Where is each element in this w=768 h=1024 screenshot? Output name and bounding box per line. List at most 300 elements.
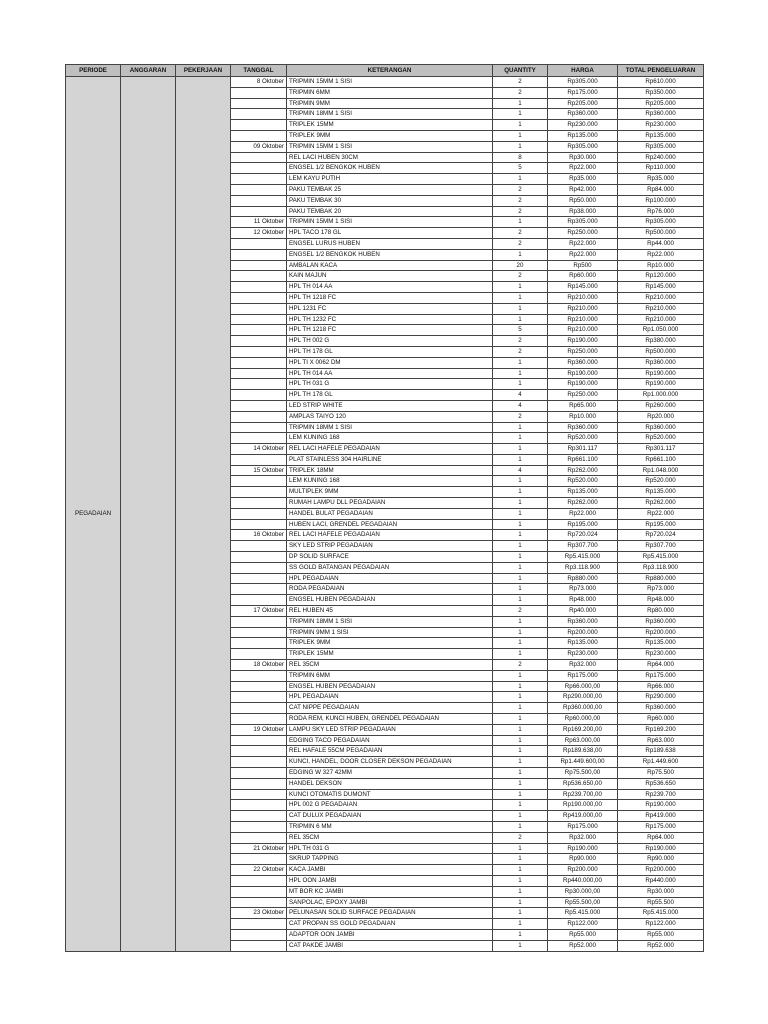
harga-cell: Rp360.000 bbox=[548, 357, 618, 368]
header-keterangan: KETERANGAN bbox=[287, 65, 493, 77]
periode-cell: PEGADAIAN bbox=[66, 77, 121, 952]
harga-cell: Rp55.500,00 bbox=[548, 897, 618, 908]
total-cell: Rp500.000 bbox=[618, 346, 704, 357]
tanggal-cell: 8 Oktober bbox=[231, 77, 287, 88]
tanggal-cell bbox=[231, 498, 287, 509]
pekerjaan-cell bbox=[176, 77, 231, 952]
keterangan-cell: RODA PEGADAIAN bbox=[287, 584, 493, 595]
tanggal-cell bbox=[231, 919, 287, 930]
tanggal-cell: 12 Oktober bbox=[231, 228, 287, 239]
tanggal-cell bbox=[231, 357, 287, 368]
total-cell: Rp110.000 bbox=[618, 163, 704, 174]
header-periode: PERIODE bbox=[66, 65, 121, 77]
keterangan-cell: HPL TH 1232 FC bbox=[287, 314, 493, 325]
tanggal-cell bbox=[231, 897, 287, 908]
total-cell: Rp30.000 bbox=[618, 886, 704, 897]
quantity-cell: 1 bbox=[493, 789, 548, 800]
quantity-cell: 1 bbox=[493, 120, 548, 131]
tanggal-cell bbox=[231, 206, 287, 217]
total-cell: Rp90.000 bbox=[618, 854, 704, 865]
tanggal-cell bbox=[231, 454, 287, 465]
tanggal-cell bbox=[231, 789, 287, 800]
tanggal-cell bbox=[231, 768, 287, 779]
quantity-cell: 1 bbox=[493, 541, 548, 552]
keterangan-cell: LEM KUNING 168 bbox=[287, 433, 493, 444]
harga-cell: Rp50.000 bbox=[548, 195, 618, 206]
keterangan-cell: HPL TH 031 G bbox=[287, 843, 493, 854]
keterangan-cell: HUBEN LACI, GRENDEL PEGADAIAN bbox=[287, 519, 493, 530]
total-cell: Rp195.000 bbox=[618, 519, 704, 530]
total-cell: Rp360.000 bbox=[618, 616, 704, 627]
tanggal-cell bbox=[231, 87, 287, 98]
keterangan-cell: HPL TH 178 GL bbox=[287, 390, 493, 401]
harga-cell: Rp520.000 bbox=[548, 433, 618, 444]
harga-cell: Rp135.000 bbox=[548, 130, 618, 141]
quantity-cell: 1 bbox=[493, 368, 548, 379]
total-cell: Rp64.000 bbox=[618, 660, 704, 671]
total-cell: Rp360.000 bbox=[618, 357, 704, 368]
quantity-cell: 8 bbox=[493, 152, 548, 163]
keterangan-cell: HPL TACO 178 GL bbox=[287, 228, 493, 239]
total-cell: Rp145.000 bbox=[618, 282, 704, 293]
total-cell: Rp190.000 bbox=[618, 379, 704, 390]
keterangan-cell: REL HAFALE 55CM PEGADAIAN bbox=[287, 746, 493, 757]
harga-cell: Rp360.000 bbox=[548, 616, 618, 627]
total-cell: Rp210.000 bbox=[618, 292, 704, 303]
total-cell: Rp720.024 bbox=[618, 530, 704, 541]
quantity-cell: 1 bbox=[493, 811, 548, 822]
total-cell: Rp1.000.000 bbox=[618, 390, 704, 401]
harga-cell: Rp22.000 bbox=[548, 163, 618, 174]
quantity-cell: 1 bbox=[493, 562, 548, 573]
harga-cell: Rp205.000 bbox=[548, 98, 618, 109]
keterangan-cell: TRIPLEK 9MM bbox=[287, 638, 493, 649]
harga-cell: Rp360.000,00 bbox=[548, 703, 618, 714]
header-anggaran: ANGGARAN bbox=[121, 65, 176, 77]
keterangan-cell: CAT NIPPE PEGADAIAN bbox=[287, 703, 493, 714]
total-cell: Rp60.000 bbox=[618, 714, 704, 725]
keterangan-cell: TRIPLEK 9MM bbox=[287, 130, 493, 141]
harga-cell: Rp10.000 bbox=[548, 411, 618, 422]
tanggal-cell bbox=[231, 422, 287, 433]
harga-cell: Rp175.000 bbox=[548, 670, 618, 681]
harga-cell: Rp135.000 bbox=[548, 487, 618, 498]
harga-cell: Rp30.000,00 bbox=[548, 886, 618, 897]
total-cell: Rp100.000 bbox=[618, 195, 704, 206]
keterangan-cell: EDGING W 327 42MM bbox=[287, 768, 493, 779]
total-cell: Rp190.000 bbox=[618, 368, 704, 379]
keterangan-cell: HPL TH 002 G bbox=[287, 336, 493, 347]
quantity-cell: 1 bbox=[493, 854, 548, 865]
keterangan-cell: TRIPMIN 9MM bbox=[287, 98, 493, 109]
quantity-cell: 2 bbox=[493, 346, 548, 357]
tanggal-cell bbox=[231, 940, 287, 951]
keterangan-cell: HPL TH 178 GL bbox=[287, 346, 493, 357]
harga-cell: Rp35.000 bbox=[548, 174, 618, 185]
total-cell: Rp5.415.000 bbox=[618, 552, 704, 563]
quantity-cell: 2 bbox=[493, 195, 548, 206]
table-body bbox=[66, 77, 704, 952]
total-cell: Rp35.000 bbox=[618, 174, 704, 185]
keterangan-cell: AMPLAS TAIYO 120 bbox=[287, 411, 493, 422]
quantity-cell: 2 bbox=[493, 238, 548, 249]
tanggal-cell bbox=[231, 875, 287, 886]
quantity-cell: 4 bbox=[493, 400, 548, 411]
total-cell: Rp48.000 bbox=[618, 595, 704, 606]
quantity-cell: 2 bbox=[493, 271, 548, 282]
keterangan-cell: ENGSEL 1/2 BENGKOK HUBEN bbox=[287, 163, 493, 174]
tanggal-cell: 15 Oktober bbox=[231, 465, 287, 476]
total-cell: Rp210.000 bbox=[618, 303, 704, 314]
harga-cell: Rp52.000 bbox=[548, 940, 618, 951]
keterangan-cell: HANDEL DEKSON bbox=[287, 778, 493, 789]
harga-cell: Rp145.000 bbox=[548, 282, 618, 293]
harga-cell: Rp307.700 bbox=[548, 541, 618, 552]
anggaran-cell bbox=[121, 77, 176, 952]
header-tanggal: TANGGAL bbox=[231, 65, 287, 77]
harga-cell: Rp720.024 bbox=[548, 530, 618, 541]
total-cell: Rp305.000 bbox=[618, 217, 704, 228]
keterangan-cell: KUNCI OTOMATIS DUMONT bbox=[287, 789, 493, 800]
tanggal-cell bbox=[231, 282, 287, 293]
keterangan-cell: PAKU TEMBAK 30 bbox=[287, 195, 493, 206]
harga-cell: Rp880.000 bbox=[548, 573, 618, 584]
tanggal-cell bbox=[231, 735, 287, 746]
quantity-cell: 1 bbox=[493, 552, 548, 563]
quantity-cell: 1 bbox=[493, 821, 548, 832]
total-cell: Rp230.000 bbox=[618, 120, 704, 131]
harga-cell: Rp189.638,00 bbox=[548, 746, 618, 757]
quantity-cell: 1 bbox=[493, 897, 548, 908]
total-cell: Rp122.000 bbox=[618, 919, 704, 930]
harga-cell: Rp230.000 bbox=[548, 120, 618, 131]
total-cell: Rp1.048.000 bbox=[618, 465, 704, 476]
tanggal-cell bbox=[231, 638, 287, 649]
keterangan-cell: SANPOLAC, EPOXY JAMBI bbox=[287, 897, 493, 908]
total-cell: Rp305.000 bbox=[618, 141, 704, 152]
quantity-cell: 2 bbox=[493, 87, 548, 98]
quantity-cell: 1 bbox=[493, 454, 548, 465]
keterangan-cell: RODA REM, KUNCI HUBEN, GRENDEL PEGADAIAN bbox=[287, 714, 493, 725]
header-pekerjaan: PEKERJAAN bbox=[176, 65, 231, 77]
total-cell: Rp3.118.900 bbox=[618, 562, 704, 573]
quantity-cell: 1 bbox=[493, 249, 548, 260]
quantity-cell: 1 bbox=[493, 174, 548, 185]
keterangan-cell: RUMAH LAMPU DLL PEGADAIAN bbox=[287, 498, 493, 509]
keterangan-cell: ENGSEL LURUS HUBEN bbox=[287, 238, 493, 249]
total-cell: Rp75.500 bbox=[618, 768, 704, 779]
harga-cell: Rp5.415.000 bbox=[548, 908, 618, 919]
total-cell: Rp64.000 bbox=[618, 832, 704, 843]
quantity-cell: 1 bbox=[493, 746, 548, 757]
quantity-cell: 1 bbox=[493, 692, 548, 703]
tanggal-cell: 19 Oktober bbox=[231, 724, 287, 735]
harga-cell: Rp536.650,00 bbox=[548, 778, 618, 789]
harga-cell: Rp63.000,00 bbox=[548, 735, 618, 746]
total-cell: Rp55.500 bbox=[618, 897, 704, 908]
total-cell: Rp307.700 bbox=[618, 541, 704, 552]
quantity-cell: 2 bbox=[493, 184, 548, 195]
tanggal-cell bbox=[231, 303, 287, 314]
tanggal-cell bbox=[231, 174, 287, 185]
total-cell: Rp120.000 bbox=[618, 271, 704, 282]
quantity-cell: 1 bbox=[493, 444, 548, 455]
keterangan-cell: CAT PROPAN SS GOLD PEGADAIAN bbox=[287, 919, 493, 930]
quantity-cell: 1 bbox=[493, 778, 548, 789]
tanggal-cell bbox=[231, 757, 287, 768]
keterangan-cell: ENGSEL 1/2 BENGKOK HUBEN bbox=[287, 249, 493, 260]
harga-cell: Rp230.000 bbox=[548, 649, 618, 660]
quantity-cell: 1 bbox=[493, 919, 548, 930]
keterangan-cell: HPL TH 1218 FC bbox=[287, 292, 493, 303]
keterangan-cell: DP SOLID SURFACE bbox=[287, 552, 493, 563]
keterangan-cell: HPL OON JAMBI bbox=[287, 875, 493, 886]
keterangan-cell: EDGING TACO PEGADAIAN bbox=[287, 735, 493, 746]
quantity-cell: 1 bbox=[493, 768, 548, 779]
harga-cell: Rp122.000 bbox=[548, 919, 618, 930]
keterangan-cell: PAKU TEMBAK 20 bbox=[287, 206, 493, 217]
tanggal-cell bbox=[231, 821, 287, 832]
quantity-cell: 20 bbox=[493, 260, 548, 271]
tanggal-cell bbox=[231, 541, 287, 552]
tanggal-cell bbox=[231, 152, 287, 163]
harga-cell: Rp250.000 bbox=[548, 346, 618, 357]
harga-cell: Rp40.000 bbox=[548, 606, 618, 617]
harga-cell: Rp195.000 bbox=[548, 519, 618, 530]
harga-cell: Rp22.000 bbox=[548, 508, 618, 519]
harga-cell: Rp3.118.900 bbox=[548, 562, 618, 573]
keterangan-cell: LAMPU SKY LED STRIP PEGADAIAN bbox=[287, 724, 493, 735]
keterangan-cell: PELUNASAN SOLID SURFACE PEGADAIAN bbox=[287, 908, 493, 919]
tanggal-cell: 23 Oktober bbox=[231, 908, 287, 919]
tanggal-cell bbox=[231, 714, 287, 725]
tanggal-cell bbox=[231, 519, 287, 530]
harga-cell: Rp32.000 bbox=[548, 832, 618, 843]
harga-cell: Rp200.000 bbox=[548, 865, 618, 876]
header-row bbox=[66, 65, 704, 77]
total-cell: Rp360.000 bbox=[618, 703, 704, 714]
keterangan-cell: TRIPMIN 18MM 1 SISI bbox=[287, 616, 493, 627]
quantity-cell: 1 bbox=[493, 843, 548, 854]
tanggal-cell bbox=[231, 476, 287, 487]
tanggal-cell: 21 Oktober bbox=[231, 843, 287, 854]
total-cell: Rp240.000 bbox=[618, 152, 704, 163]
tanggal-cell: 17 Oktober bbox=[231, 606, 287, 617]
total-cell: Rp189.638 bbox=[618, 746, 704, 757]
tanggal-cell bbox=[231, 929, 287, 940]
tanggal-cell: 09 Oktober bbox=[231, 141, 287, 152]
total-cell: Rp52.000 bbox=[618, 940, 704, 951]
quantity-cell: 1 bbox=[493, 929, 548, 940]
tanggal-cell bbox=[231, 346, 287, 357]
total-cell: Rp200.000 bbox=[618, 865, 704, 876]
harga-cell: Rp1.449.600,00 bbox=[548, 757, 618, 768]
total-cell: Rp22.000 bbox=[618, 249, 704, 260]
harga-cell: Rp90.000 bbox=[548, 854, 618, 865]
tanggal-cell bbox=[231, 163, 287, 174]
tanggal-cell bbox=[231, 368, 287, 379]
harga-cell: Rp73.000 bbox=[548, 584, 618, 595]
harga-cell: Rp48.000 bbox=[548, 595, 618, 606]
harga-cell: Rp305.000 bbox=[548, 77, 618, 88]
harga-cell: Rp360.000 bbox=[548, 109, 618, 120]
quantity-cell: 1 bbox=[493, 584, 548, 595]
quantity-cell: 5 bbox=[493, 325, 548, 336]
keterangan-cell: CAT PAKDE JAMBI bbox=[287, 940, 493, 951]
tanggal-cell bbox=[231, 184, 287, 195]
quantity-cell: 1 bbox=[493, 714, 548, 725]
keterangan-cell: AMBALAN KACA bbox=[287, 260, 493, 271]
harga-cell: Rp210.000 bbox=[548, 292, 618, 303]
tanggal-cell bbox=[231, 379, 287, 390]
tanggal-cell bbox=[231, 433, 287, 444]
harga-cell: Rp135.000 bbox=[548, 638, 618, 649]
tanggal-cell bbox=[231, 616, 287, 627]
tanggal-cell bbox=[231, 584, 287, 595]
total-cell: Rp440.000 bbox=[618, 875, 704, 886]
harga-cell: Rp440.000,00 bbox=[548, 875, 618, 886]
quantity-cell: 1 bbox=[493, 519, 548, 530]
total-cell: Rp190.000 bbox=[618, 843, 704, 854]
tanggal-cell bbox=[231, 562, 287, 573]
total-cell: Rp55.000 bbox=[618, 929, 704, 940]
tanggal-cell bbox=[231, 832, 287, 843]
total-cell: Rp380.000 bbox=[618, 336, 704, 347]
harga-cell: Rp60.000,00 bbox=[548, 714, 618, 725]
total-cell: Rp190.000 bbox=[618, 800, 704, 811]
tanggal-cell bbox=[231, 411, 287, 422]
harga-cell: Rp66.000,00 bbox=[548, 681, 618, 692]
harga-cell: Rp360.000 bbox=[548, 422, 618, 433]
quantity-cell: 1 bbox=[493, 886, 548, 897]
tanggal-cell bbox=[231, 552, 287, 563]
harga-cell: Rp30.000 bbox=[548, 152, 618, 163]
keterangan-cell: TRIPMIN 9MM 1 SISI bbox=[287, 627, 493, 638]
quantity-cell: 2 bbox=[493, 606, 548, 617]
quantity-cell: 1 bbox=[493, 865, 548, 876]
total-cell: Rp210.000 bbox=[618, 314, 704, 325]
harga-cell: Rp500 bbox=[548, 260, 618, 271]
harga-cell: Rp22.000 bbox=[548, 249, 618, 260]
tanggal-cell bbox=[231, 595, 287, 606]
keterangan-cell: ENGSEL HUBEN PEGADAIAN bbox=[287, 681, 493, 692]
tanggal-cell bbox=[231, 260, 287, 271]
quantity-cell: 1 bbox=[493, 735, 548, 746]
harga-cell: Rp55.000 bbox=[548, 929, 618, 940]
quantity-cell: 1 bbox=[493, 498, 548, 509]
harga-cell: Rp65.000 bbox=[548, 400, 618, 411]
tanggal-cell: 11 Oktober bbox=[231, 217, 287, 228]
total-cell: Rp610.000 bbox=[618, 77, 704, 88]
quantity-cell: 1 bbox=[493, 476, 548, 487]
tanggal-cell bbox=[231, 195, 287, 206]
total-cell: Rp239.700 bbox=[618, 789, 704, 800]
tanggal-cell: 18 Oktober bbox=[231, 660, 287, 671]
harga-cell: Rp60.000 bbox=[548, 271, 618, 282]
total-cell: Rp290.000 bbox=[618, 692, 704, 703]
tanggal-cell bbox=[231, 811, 287, 822]
tanggal-cell bbox=[231, 649, 287, 660]
keterangan-cell: HPL PEGADAIAN bbox=[287, 692, 493, 703]
harga-cell: Rp175.000 bbox=[548, 87, 618, 98]
harga-cell: Rp190.000 bbox=[548, 379, 618, 390]
quantity-cell: 1 bbox=[493, 141, 548, 152]
total-cell: Rp22.000 bbox=[618, 508, 704, 519]
total-cell: Rp661.100 bbox=[618, 454, 704, 465]
harga-cell: Rp210.000 bbox=[548, 314, 618, 325]
quantity-cell: 2 bbox=[493, 411, 548, 422]
quantity-cell: 1 bbox=[493, 508, 548, 519]
total-cell: Rp76.000 bbox=[618, 206, 704, 217]
harga-cell: Rp75.500,00 bbox=[548, 768, 618, 779]
quantity-cell: 1 bbox=[493, 573, 548, 584]
tanggal-cell bbox=[231, 886, 287, 897]
harga-cell: Rp250.000 bbox=[548, 390, 618, 401]
tanggal-cell bbox=[231, 390, 287, 401]
harga-cell: Rp190.000,00 bbox=[548, 800, 618, 811]
total-cell: Rp260.000 bbox=[618, 400, 704, 411]
harga-cell: Rp301.117 bbox=[548, 444, 618, 455]
harga-cell: Rp190.000 bbox=[548, 843, 618, 854]
header-total-pengeluaran: TOTAL PENGELUARAN bbox=[618, 65, 704, 77]
harga-cell: Rp42.000 bbox=[548, 184, 618, 195]
quantity-cell: 1 bbox=[493, 282, 548, 293]
quantity-cell: 2 bbox=[493, 206, 548, 217]
tanggal-cell bbox=[231, 120, 287, 131]
harga-cell: Rp210.000 bbox=[548, 325, 618, 336]
tanggal-cell bbox=[231, 271, 287, 282]
total-cell: Rp1.449.600 bbox=[618, 757, 704, 768]
total-cell: Rp301.117 bbox=[618, 444, 704, 455]
tanggal-cell bbox=[231, 703, 287, 714]
total-cell: Rp169.200 bbox=[618, 724, 704, 735]
tanggal-cell: 22 Oktober bbox=[231, 865, 287, 876]
quantity-cell: 2 bbox=[493, 660, 548, 671]
tanggal-cell bbox=[231, 573, 287, 584]
harga-cell: Rp22.000 bbox=[548, 238, 618, 249]
total-cell: Rp1.050.000 bbox=[618, 325, 704, 336]
keterangan-cell: HPL TH 014 AA bbox=[287, 282, 493, 293]
total-cell: Rp175.000 bbox=[618, 821, 704, 832]
keterangan-cell: HANDEL BULAT PEGADAIAN bbox=[287, 508, 493, 519]
harga-cell: Rp661.100 bbox=[548, 454, 618, 465]
tanggal-cell bbox=[231, 400, 287, 411]
total-cell: Rp66.000 bbox=[618, 681, 704, 692]
total-cell: Rp200.000 bbox=[618, 627, 704, 638]
tanggal-cell bbox=[231, 325, 287, 336]
quantity-cell: 1 bbox=[493, 638, 548, 649]
keterangan-cell: REL LACI HAFELE PEGADAIAN bbox=[287, 530, 493, 541]
tanggal-cell bbox=[231, 692, 287, 703]
quantity-cell: 1 bbox=[493, 627, 548, 638]
total-cell: Rp80.000 bbox=[618, 606, 704, 617]
keterangan-cell: TRIPMIN 18MM 1 SISI bbox=[287, 422, 493, 433]
quantity-cell: 4 bbox=[493, 465, 548, 476]
quantity-cell: 1 bbox=[493, 595, 548, 606]
harga-cell: Rp5.415.000 bbox=[548, 552, 618, 563]
total-cell: Rp880.000 bbox=[618, 573, 704, 584]
quantity-cell: 1 bbox=[493, 130, 548, 141]
quantity-cell: 1 bbox=[493, 487, 548, 498]
total-cell: Rp10.000 bbox=[618, 260, 704, 271]
keterangan-cell: TRIPMIN 15MM 1 SISI bbox=[287, 217, 493, 228]
total-cell: Rp135.000 bbox=[618, 487, 704, 498]
total-cell: Rp63.000 bbox=[618, 735, 704, 746]
harga-cell: Rp175.000 bbox=[548, 821, 618, 832]
tanggal-cell bbox=[231, 487, 287, 498]
total-cell: Rp360.000 bbox=[618, 422, 704, 433]
keterangan-cell: HPL TH 031 G bbox=[287, 379, 493, 390]
